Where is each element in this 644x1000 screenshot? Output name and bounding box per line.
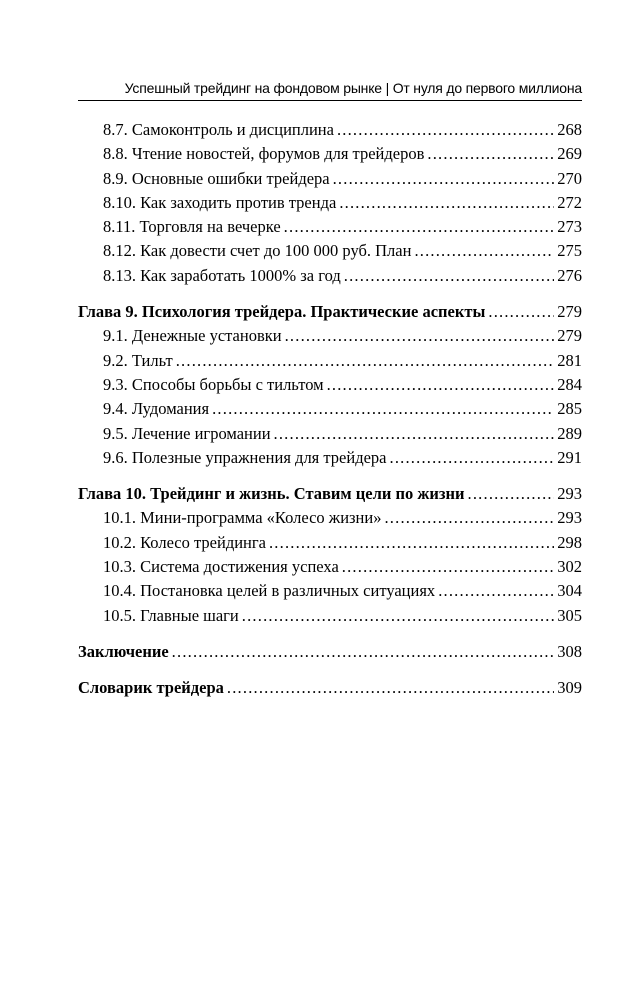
toc-entry-page: 291 bbox=[557, 447, 582, 467]
toc-entry-page: 298 bbox=[557, 532, 582, 552]
toc-entry-page: 275 bbox=[557, 241, 582, 261]
dot-leader bbox=[176, 349, 555, 373]
dot-leader bbox=[227, 676, 554, 700]
toc-entry-title: 10.3. Система достижения успеха bbox=[103, 557, 339, 577]
toc-entry-page: 293 bbox=[557, 508, 582, 528]
toc-chapter-title: Словарик трейдера bbox=[78, 678, 224, 698]
toc-entry-9-2[interactable] bbox=[78, 349, 582, 373]
dot-leader bbox=[285, 324, 555, 348]
toc-entry-title: 8.8. Чтение новостей, форумов для трейдеров bbox=[103, 144, 425, 164]
dot-leader bbox=[339, 191, 554, 215]
toc-entry-title: 9.5. Лечение игромании bbox=[103, 423, 271, 443]
toc-entry-title: 8.10. Как заходить против тренда bbox=[103, 192, 337, 212]
toc-entry-8-12[interactable] bbox=[78, 239, 582, 263]
toc-entry-10-5[interactable] bbox=[78, 604, 582, 628]
dot-leader bbox=[212, 397, 554, 421]
toc-chapter-title: Заключение bbox=[78, 641, 169, 661]
toc-glossary[interactable] bbox=[78, 676, 582, 700]
dot-leader bbox=[274, 422, 555, 446]
dot-leader bbox=[488, 300, 554, 324]
toc-entry-page: 285 bbox=[557, 399, 582, 419]
toc-entry-title: 10.2. Колесо трейдинга bbox=[103, 532, 266, 552]
toc-entry-page: 302 bbox=[557, 557, 582, 577]
toc-entry-title: 9.3. Способы борьбы с тильтом bbox=[103, 374, 324, 394]
dot-leader bbox=[438, 579, 554, 603]
dot-leader bbox=[468, 482, 555, 506]
toc-entry-title: 8.9. Основные ошибки трейдера bbox=[103, 168, 330, 188]
toc-entry-10-2[interactable] bbox=[78, 531, 582, 555]
toc-chapter-9[interactable] bbox=[78, 300, 582, 324]
toc-entry-page: 270 bbox=[557, 168, 582, 188]
toc-entry-9-3[interactable] bbox=[78, 373, 582, 397]
toc-entry-page: 289 bbox=[557, 423, 582, 443]
toc-entry-title: 9.6. Полезные упражнения для трейдера bbox=[103, 447, 387, 467]
toc-entry-8-11[interactable] bbox=[78, 215, 582, 239]
toc-chapter-title: Глава 10. Трейдинг и жизнь. Ставим цели по жизни bbox=[78, 484, 465, 504]
toc-entry-title: 8.13. Как заработать 1000% за год bbox=[103, 265, 341, 285]
toc-chapter-10[interactable] bbox=[78, 482, 582, 506]
toc-entry-9-6[interactable] bbox=[78, 446, 582, 470]
toc-entry-title: 10.1. Мини-программа «Колесо жизни» bbox=[103, 508, 382, 528]
toc-entry-10-3[interactable] bbox=[78, 555, 582, 579]
toc-entry-page: 268 bbox=[557, 120, 582, 139]
toc-chapter-page: 279 bbox=[557, 302, 582, 322]
table-of-contents bbox=[78, 118, 582, 701]
toc-entry-page: 279 bbox=[557, 326, 582, 346]
dot-leader bbox=[284, 215, 555, 239]
toc-chapter-page: 293 bbox=[557, 484, 582, 504]
dot-leader bbox=[327, 373, 555, 397]
toc-entry-title: 8.12. Как довести счет до 100 000 руб. План bbox=[103, 241, 412, 261]
toc-entry-8-13[interactable] bbox=[78, 264, 582, 288]
toc-conclusion[interactable] bbox=[78, 640, 582, 664]
toc-chapter-page: 309 bbox=[557, 678, 582, 698]
toc-entry-10-1[interactable] bbox=[78, 506, 582, 530]
dot-leader bbox=[269, 531, 554, 555]
toc-entry-title: 9.4. Лудомания bbox=[103, 399, 210, 419]
dot-leader bbox=[337, 118, 554, 142]
toc-entry-9-1[interactable] bbox=[78, 324, 582, 348]
toc-entry-9-5[interactable] bbox=[78, 422, 582, 446]
toc-entry-page: 281 bbox=[557, 350, 582, 370]
toc-entry-title: 9.1. Денежные установки bbox=[103, 326, 282, 346]
toc-entry-title: 10.4. Постановка целей в различных ситуациях bbox=[103, 581, 436, 601]
toc-entry-page: 305 bbox=[557, 605, 582, 625]
dot-leader bbox=[414, 239, 554, 263]
dot-leader bbox=[390, 446, 555, 470]
dot-leader bbox=[384, 506, 554, 530]
toc-chapter-title: Глава 9. Психология трейдера. Практические аспекты bbox=[78, 302, 486, 322]
toc-entry-title: 8.7. Самоконтроль и дисциплина bbox=[103, 120, 334, 139]
dot-leader bbox=[427, 142, 554, 166]
toc-entry-8-8[interactable] bbox=[78, 142, 582, 166]
dot-leader bbox=[333, 167, 555, 191]
toc-entry-title: 10.5. Главные шаги bbox=[103, 605, 239, 625]
toc-entry-title: 8.11. Торговля на вечерке bbox=[103, 217, 281, 237]
dot-leader bbox=[342, 555, 554, 579]
toc-entry-page: 304 bbox=[557, 581, 582, 601]
toc-entry-page: 284 bbox=[557, 374, 582, 394]
toc-entry-page: 273 bbox=[557, 217, 582, 237]
toc-entry-title: 9.2. Тильт bbox=[103, 350, 173, 370]
running-header: Успешный трейдинг на фондовом рынке | От нуля до первого миллиона bbox=[78, 80, 582, 101]
dot-leader bbox=[172, 640, 555, 664]
toc-chapter-page: 308 bbox=[557, 641, 582, 661]
toc-entry-9-4[interactable] bbox=[78, 397, 582, 421]
toc-entry-8-10[interactable] bbox=[78, 191, 582, 215]
toc-entry-8-7[interactable] bbox=[78, 118, 582, 142]
dot-leader bbox=[344, 264, 554, 288]
toc-entry-page: 276 bbox=[557, 265, 582, 285]
toc-entry-10-4[interactable] bbox=[78, 579, 582, 603]
toc-entry-page: 269 bbox=[557, 144, 582, 164]
dot-leader bbox=[242, 604, 554, 628]
toc-entry-page: 272 bbox=[557, 192, 582, 212]
toc-entry-8-9[interactable] bbox=[78, 167, 582, 191]
